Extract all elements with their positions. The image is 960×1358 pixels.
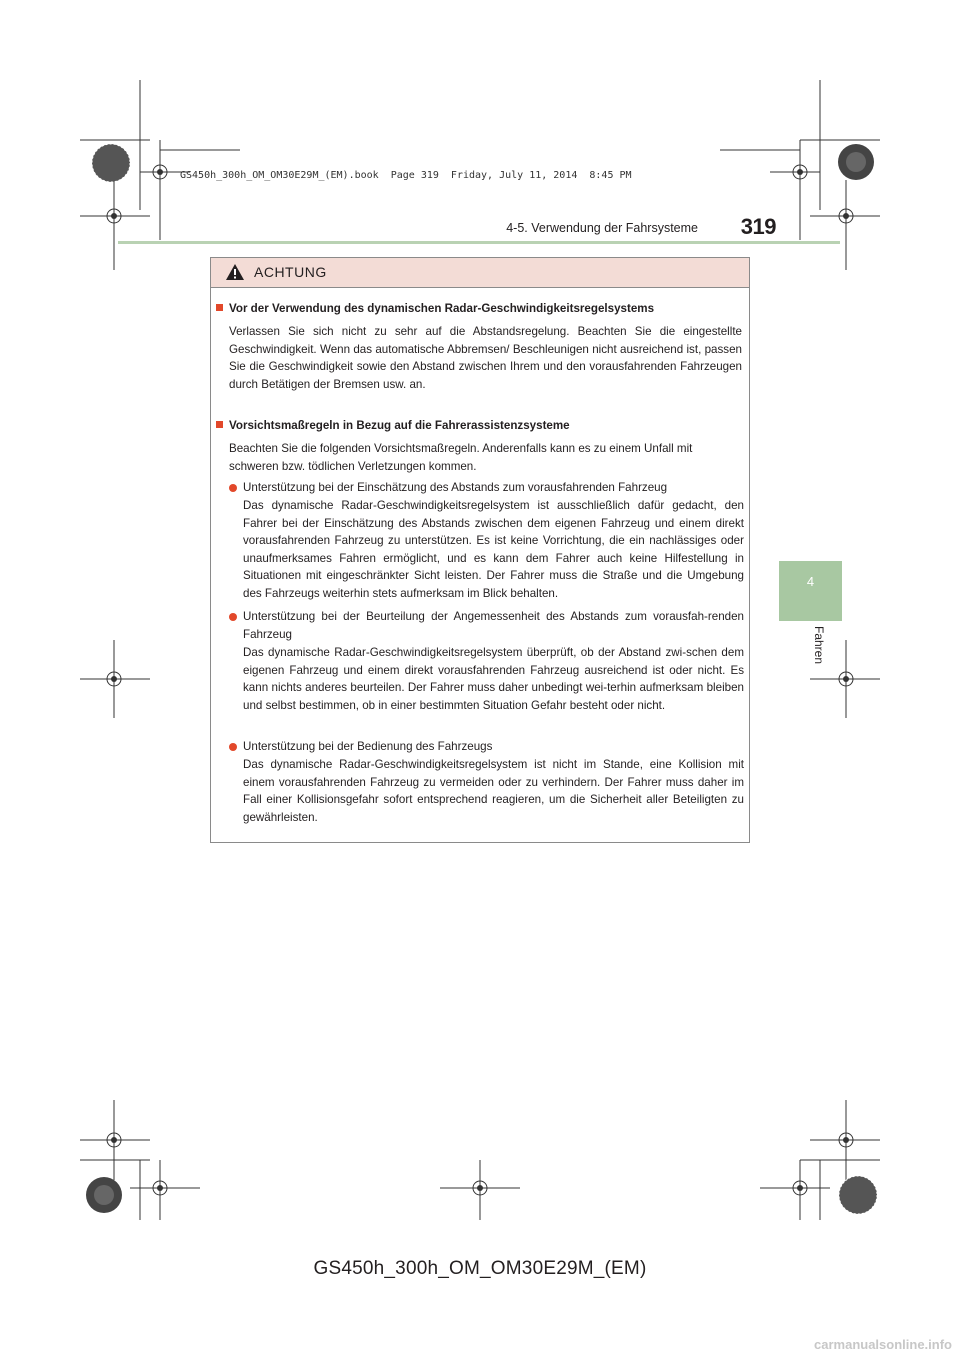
list-bullet — [229, 484, 237, 492]
list-item-title: Unterstützung bei der Beurteilung der Angemessenheit des Abstands zum vorausfah-renden Fahrzeug — [243, 610, 744, 641]
list-item-title: Unterstützung bei der Bedienung des Fahrzeugs — [243, 740, 493, 753]
list-item-body: Das dynamische Radar-Geschwindigkeitsregelsystem ist ausschließlich dafür gedacht, den Fahrer bei der Einschätzung des Abstands zwischen dem eigenen Fahrzeug und einem direkt vorausfahrenden Fahrzeug zu unterstützen. Es ist keine Vorrichtung, die ein nachlässiges oder unaufmerksames Fahren ermöglicht, und es kann dem Fahrer auch keine Hilfestellung in Situationen mit eingeschränkter Sicht leisten. Der Fahrer muss die Straße und die Umgebung des Fahrzeugs weiterhin stets aufmerksam im Blick behalten. — [243, 499, 744, 600]
section-paragraph: Verlassen Sie sich nicht zu sehr auf die Abstandsregelung. Beachten Sie die eingestellte Geschwindigkeit. Wenn das automatische Abbremsen/ Beschleunigen nicht ausreichend ist, passen Sie die Geschwindigkeit sowie den Abstand zwischen Ihrem und den vorausfahrenden Fahrzeugen durch Betätigen der Bremsen usw. an. — [229, 325, 742, 391]
section-heading: Vorsichtsmaßregeln in Bezug auf die Fahrerassistenzsysteme — [229, 419, 570, 432]
list-item-title: Unterstützung bei der Einschätzung des Abstands zum vorausfahrenden Fahrzeug — [243, 481, 668, 494]
section-header: 4-5. Verwendung der Fahrsysteme — [506, 221, 698, 235]
list-item-body: Das dynamische Radar-Geschwindigkeitsregelsystem überprüft, ob der Abstand zwi-schen dem eigenen Fahrzeug und einem direkt vorausfahrenden Fahrzeug ausreichend ist oder nicht. Es kann nichts anderes beurteilen. Der Fahrer muss daher unbedingt wei-terhin aufmerksam bleiben und selbst bestimmen, ob in einer bestimmten Situation Gefahr besteht oder nicht. — [243, 646, 744, 712]
warning-triangle-icon — [225, 263, 245, 281]
document-code: GS450h_300h_OM_OM30E29M_(EM) — [313, 1258, 647, 1279]
section-bullet — [216, 421, 223, 428]
section-paragraph: Beachten Sie die folgenden Vorsichtsmaßregeln. Anderenfalls kann es zu einem Unfall mit schweren bzw. tödlichen Verletzungen kommen. — [229, 442, 693, 473]
list-item-body: Das dynamische Radar-Geschwindigkeitsregelsystem ist nicht im Stande, eine Kollision mit einem vorausfahrenden Fahrzeug zu vermeiden oder zu verhindern. Der Fahrer muss daher im Fall einer Kollisionsgefahr sofort entsprechend reagieren, um die Sicherheit aller Beteiligten zu gewährleisten. — [243, 758, 744, 824]
header-divider — [118, 241, 840, 244]
chapter-tab — [779, 561, 842, 621]
section-bullet — [216, 304, 223, 311]
page-number: 319 — [740, 214, 776, 239]
list-bullet — [229, 613, 237, 621]
print-stamp: GS450h_300h_OM_OM30E29M_(EM).book Page 319 Friday, July 11, 2014 8:45 PM — [180, 170, 632, 181]
section-heading: Vor der Verwendung des dynamischen Radar-Geschwindigkeitsregelsystems — [229, 302, 655, 315]
chapter-tab-number: 4 — [806, 574, 815, 589]
warning-title: ACHTUNG — [254, 264, 327, 280]
watermark: carmanualsonline.info — [814, 1337, 952, 1352]
chapter-tab-label: Fahren — [812, 626, 826, 665]
list-bullet — [229, 743, 237, 751]
